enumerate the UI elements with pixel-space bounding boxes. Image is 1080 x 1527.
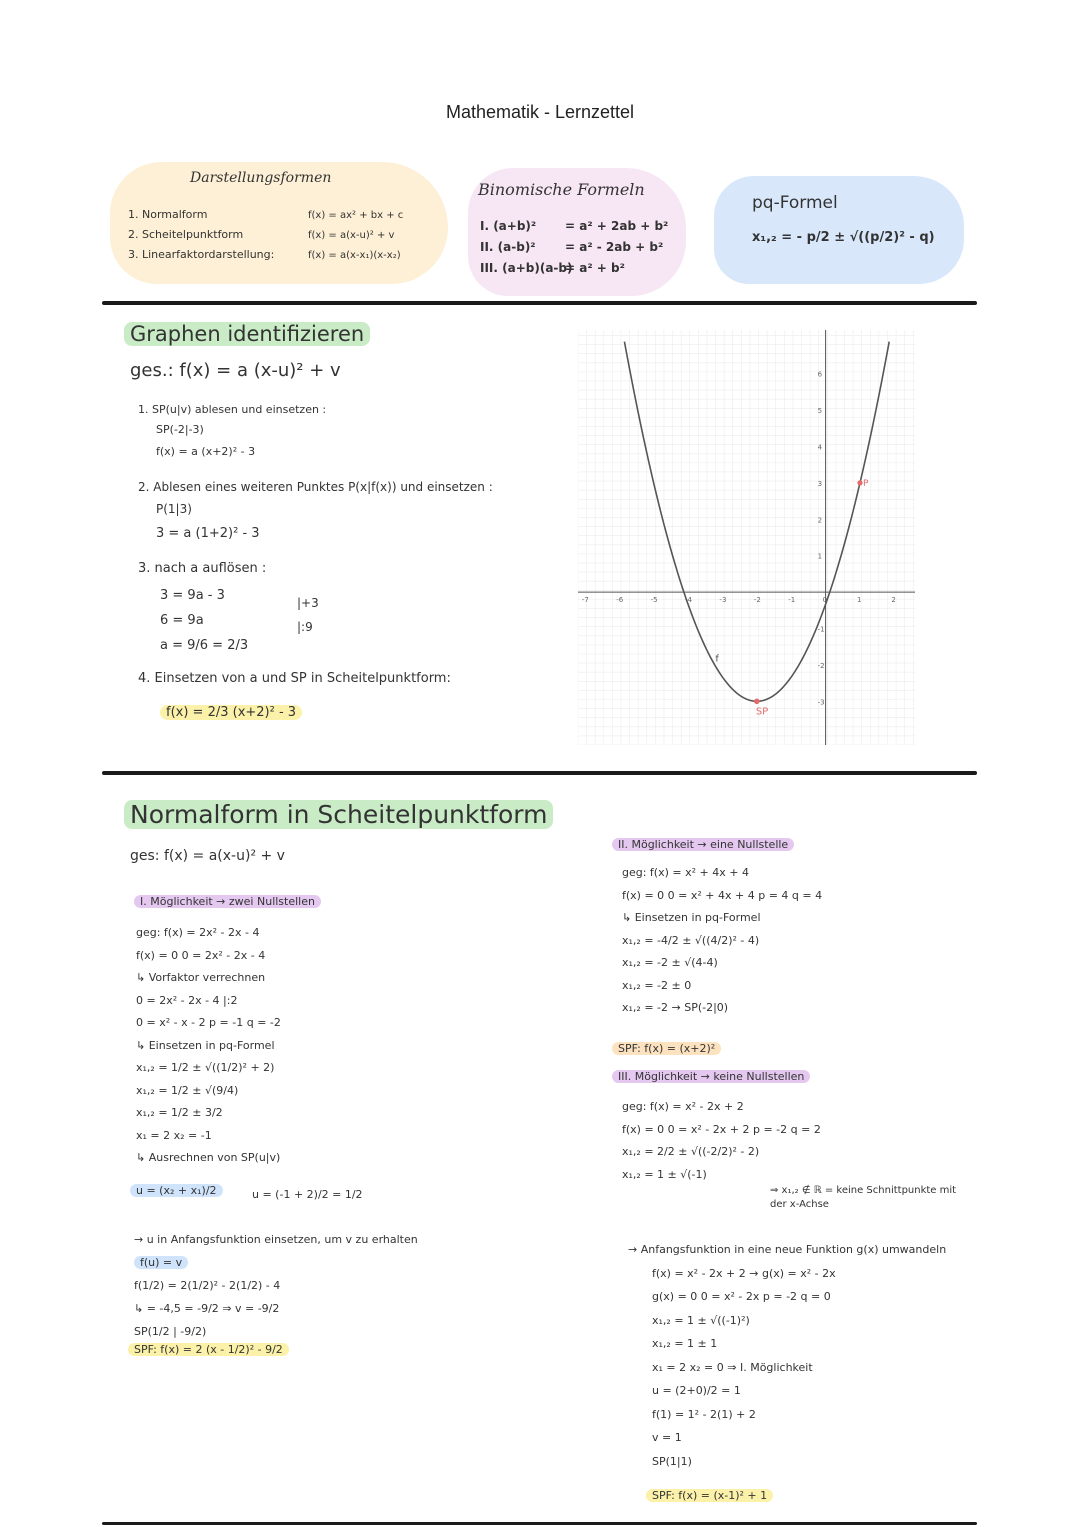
step1-title: 1. SP(u|v) ablesen und einsetzen : bbox=[138, 403, 327, 416]
right-m2-heading-text: II. Möglichkeit → eine Nullstelle bbox=[612, 838, 794, 851]
m3-note: ⇒ x₁,₂ ∉ ℝ = keine Schnittpunkte mit der x-Achse bbox=[770, 1185, 957, 1210]
m3-line: x₁,₂ = 2/2 ± √((-2/2)² - 2) bbox=[622, 1145, 760, 1158]
left-step: x₁,₂ = 1/2 ± 3/2 bbox=[136, 1106, 223, 1119]
step3-line1: 3 = 9a - 3 bbox=[160, 588, 225, 603]
m2-line: x₁,₂ = -4/2 ± √((4/2)² - 4) bbox=[622, 933, 760, 947]
right-m2-result-text: SPF: f(x) = (x+2)² bbox=[612, 1042, 721, 1055]
x-tick-label: 1 bbox=[856, 596, 862, 605]
step2-line2: 3 = a (1+2)² - 3 bbox=[156, 526, 260, 541]
m3b-line: u = (2+0)/2 = 1 bbox=[652, 1384, 741, 1397]
left2-line: ↳ = -4,5 = -9/2 ⇒ v = -9/2 bbox=[134, 1302, 280, 1315]
left-m1-heading bbox=[134, 895, 321, 908]
x-tick-label: -2 bbox=[753, 596, 761, 605]
left-step: 0 = x² - x - 2 p = -1 q = -2 bbox=[136, 1016, 281, 1029]
right-m3-result bbox=[646, 1489, 773, 1502]
right-m2-steps bbox=[622, 862, 822, 1020]
step1-line2: f(x) = a (x+2)² - 3 bbox=[156, 445, 256, 458]
left-step: geg: f(x) = 2x² - 2x - 4 bbox=[136, 926, 260, 939]
left-step: ↳ Ausrechnen von SP(u|v) bbox=[136, 1151, 281, 1164]
section2-ges: ges: f(x) = a(x-u)² + v bbox=[130, 848, 285, 864]
y-tick-label: -1 bbox=[817, 625, 825, 634]
m3-line: x₁,₂ = 1 ± √(-1) bbox=[622, 1167, 707, 1181]
darstellung-formula-3: f(x) = a(x-x₁)(x-x₂) bbox=[308, 250, 401, 261]
binomisch-item-2: II. (a-b)² bbox=[480, 240, 536, 254]
m3b-line: → Anfangsfunktion in eine neue Funktion g(x) umwandeln bbox=[628, 1243, 947, 1256]
x-tick-label: 2 bbox=[891, 596, 896, 605]
binomisch-formula-2: = a² - 2ab + b² bbox=[565, 240, 664, 254]
left-steps bbox=[136, 922, 281, 1170]
x-tick-label: -1 bbox=[788, 596, 796, 605]
m2-line: x₁,₂ = -2 ± √(4-4) bbox=[622, 956, 718, 969]
darstellung-formulas bbox=[308, 206, 403, 266]
divider-1 bbox=[102, 301, 977, 305]
left-step: f(x) = 0 0 = 2x² - 2x - 4 bbox=[136, 948, 266, 962]
right-m3-heading bbox=[612, 1070, 810, 1083]
x-tick-label: -6 bbox=[616, 596, 624, 605]
m3b-line: SP(1|1) bbox=[652, 1454, 692, 1468]
step2-title: 2. Ablesen eines weiteren Punktes P(x|f(x)) und einsetzen : bbox=[138, 480, 493, 494]
y-tick-label: 5 bbox=[817, 407, 823, 416]
pq-heading: pq-Formel bbox=[752, 193, 838, 213]
section1-result bbox=[160, 705, 302, 720]
m3b-line: g(x) = 0 0 = x² - 2x p = -2 q = 0 bbox=[652, 1290, 831, 1303]
left-result-text: SPF: f(x) = 2 (x - 1/2)² - 9/2 bbox=[128, 1343, 289, 1356]
left-step: x₁,₂ = 1/2 ± √((1/2)² + 2) bbox=[136, 1061, 275, 1074]
section1-heading-text: Graphen identifizieren bbox=[124, 322, 370, 346]
darstellung-item-3: 3. Linearfaktordarstellung: bbox=[128, 248, 275, 261]
y-tick-label: -3 bbox=[817, 698, 825, 707]
right-m3-steps bbox=[622, 1096, 821, 1186]
left2-highlight: f(u) = v bbox=[134, 1256, 188, 1269]
left2-line bbox=[134, 1251, 418, 1274]
binomisch-heading: Binomische Formeln bbox=[478, 180, 645, 199]
parabola-graph bbox=[578, 330, 915, 745]
right-m3b-steps bbox=[628, 1238, 946, 1473]
right-m3-result-text: SPF: f(x) = (x-1)² + 1 bbox=[646, 1489, 773, 1502]
darstellung-list bbox=[128, 205, 274, 265]
left2-line: → u in Anfangsfunktion einsetzen, um v zu erhalten bbox=[134, 1233, 418, 1246]
vertex-point bbox=[754, 699, 760, 705]
left-step: ↳ Einsetzen in pq-Formel bbox=[136, 1038, 275, 1052]
step3-side2: |:9 bbox=[297, 620, 313, 634]
u-calc: u = (-1 + 2)/2 = 1/2 bbox=[252, 1188, 363, 1201]
m2-line: geg: f(x) = x² + 4x + 4 bbox=[622, 866, 749, 879]
y-tick-label: 1 bbox=[817, 552, 823, 561]
section2-heading-text: Normalform in Scheitelpunktform bbox=[124, 800, 553, 829]
x-tick-label: -5 bbox=[650, 596, 658, 605]
darstellung-formula-2: f(x) = a(x-u)² + v bbox=[308, 230, 395, 241]
m3b-line: x₁,₂ = 1 ± √((-1)²) bbox=[652, 1313, 750, 1327]
m3-line: f(x) = 0 0 = x² - 2x + 2 p = -2 q = 2 bbox=[622, 1122, 821, 1136]
left-step: ↳ Vorfaktor verrechnen bbox=[136, 971, 266, 984]
binomisch-item-1: I. (a+b)² bbox=[480, 219, 537, 233]
darstellung-item-2: 2. Scheitelpunktform bbox=[128, 228, 244, 241]
step1-line1: SP(-2|-3) bbox=[156, 423, 204, 436]
step3-line3: a = 9/6 = 2/3 bbox=[160, 638, 249, 653]
x-tick-label: -3 bbox=[719, 596, 727, 605]
divider-2 bbox=[102, 771, 977, 775]
section1-heading bbox=[124, 322, 370, 346]
x-tick-label: 0 bbox=[822, 596, 828, 605]
binomisch-formula-3: = a² + b² bbox=[565, 261, 625, 275]
y-tick-label: 2 bbox=[817, 516, 823, 525]
m3b-line: x₁,₂ = 1 ± 1 bbox=[652, 1337, 718, 1350]
step4-title: 4. Einsetzen von a und SP in Scheitelpunktform: bbox=[138, 671, 451, 686]
point-p bbox=[857, 480, 862, 485]
x-tick-label: -7 bbox=[581, 596, 589, 605]
binomisch-item-3: III. (a+b)(a-b) bbox=[480, 261, 573, 275]
divider-3 bbox=[102, 1522, 977, 1525]
y-tick-label: 6 bbox=[817, 370, 823, 379]
darstellung-item-1: 1. Normalform bbox=[128, 208, 208, 221]
graph-grid bbox=[578, 330, 915, 745]
section2-heading bbox=[124, 800, 553, 829]
y-tick-label: 4 bbox=[817, 443, 823, 452]
step3-title: 3. nach a auflösen : bbox=[138, 561, 267, 576]
left2-line: f(1/2) = 2(1/2)² - 2(1/2) - 4 bbox=[134, 1279, 281, 1292]
section1-ges: ges.: f(x) = a (x-u)² + v bbox=[130, 360, 341, 381]
x-tick-label: -4 bbox=[685, 596, 693, 605]
binomisch-formulas bbox=[565, 216, 668, 279]
binomisch-labels bbox=[480, 216, 572, 279]
m2-line: f(x) = 0 0 = x² + 4x + 4 p = 4 q = 4 bbox=[622, 888, 823, 902]
binomisch-formula-1: = a² + 2ab + b² bbox=[565, 219, 669, 233]
step3-side1: |+3 bbox=[297, 596, 319, 610]
pq-formula: x₁,₂ = - p/2 ± √((p/2)² - q) bbox=[752, 230, 935, 245]
u-formula bbox=[130, 1184, 223, 1197]
point-p-label: P bbox=[862, 478, 869, 489]
y-tick-label: -2 bbox=[817, 661, 825, 670]
m3b-line: f(1) = 1² - 2(1) + 2 bbox=[652, 1407, 756, 1421]
left2-line: SP(1/2 | -9/2) bbox=[134, 1325, 207, 1338]
y-tick-label: 3 bbox=[817, 479, 823, 488]
left-m1-heading-text: I. Möglichkeit → zwei Nullstellen bbox=[134, 895, 321, 908]
darstellung-formula-1: f(x) = ax² + bx + c bbox=[308, 210, 404, 221]
right-m3-heading-text: III. Möglichkeit → keine Nullstellen bbox=[612, 1070, 810, 1083]
right-m2-result bbox=[612, 1042, 721, 1055]
graph-axes bbox=[578, 330, 915, 745]
vertex-label: SP bbox=[755, 706, 769, 718]
m3b-line: x₁ = 2 x₂ = 0 ⇒ I. Möglichkeit bbox=[652, 1360, 813, 1374]
u-formula-text: u = (x₂ + x₁)/2 bbox=[130, 1184, 223, 1197]
curve-label: f bbox=[715, 654, 719, 665]
m2-line: x₁,₂ = -2 ± 0 bbox=[622, 978, 692, 992]
m3b-line: v = 1 bbox=[652, 1431, 682, 1444]
darstellung-heading: Darstellungsformen bbox=[190, 170, 332, 186]
left-step: x₁,₂ = 1/2 ± √(9/4) bbox=[136, 1083, 239, 1097]
left-steps-2 bbox=[134, 1228, 418, 1343]
m2-line: ↳ Einsetzen in pq-Formel bbox=[622, 911, 761, 924]
step3-line2: 6 = 9a bbox=[160, 613, 204, 628]
left-result bbox=[128, 1343, 289, 1356]
left-step: 0 = 2x² - 2x - 4 |:2 bbox=[136, 993, 238, 1007]
step2-line1: P(1|3) bbox=[156, 502, 192, 516]
m3b-line: f(x) = x² - 2x + 2 → g(x) = x² - 2x bbox=[652, 1266, 836, 1280]
m3-line: geg: f(x) = x² - 2x + 2 bbox=[622, 1100, 744, 1113]
section1-result-text: f(x) = 2/3 (x+2)² - 3 bbox=[160, 705, 302, 720]
left-step: x₁ = 2 x₂ = -1 bbox=[136, 1128, 212, 1142]
m2-line: x₁,₂ = -2 → SP(-2|0) bbox=[622, 1001, 729, 1014]
right-m2-heading bbox=[612, 838, 794, 851]
page-title: Mathematik - Lernzettel bbox=[445, 102, 635, 122]
graph-tick-labels bbox=[582, 371, 896, 707]
